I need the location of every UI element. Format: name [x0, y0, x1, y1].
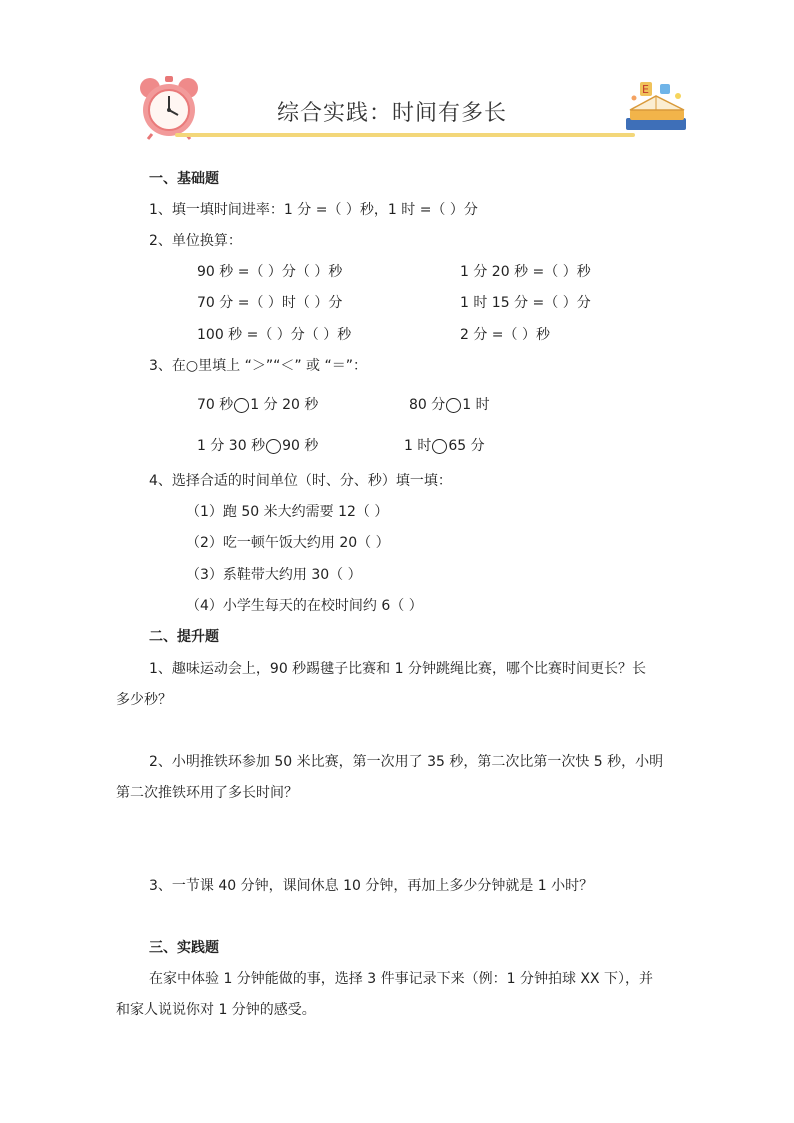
- answer-circle[interactable]: [446, 398, 461, 413]
- s2-q2-line2: 第二次推铁环用了多长时间？: [116, 785, 298, 801]
- answer-circle[interactable]: [266, 439, 281, 454]
- q2-label: 2、单位换算：: [149, 233, 242, 249]
- section2-heading: 二、提升题: [149, 629, 219, 645]
- q3-item-a: 1 分 30 秒: [197, 438, 266, 454]
- svg-text:E: E: [642, 83, 649, 96]
- q3-item-a: 70 秒: [197, 397, 234, 413]
- q3-item: [409, 396, 490, 414]
- q3-item-b: 1 分 20 秒: [250, 397, 319, 413]
- section3-heading: 三、实践题: [149, 940, 219, 956]
- q4-item-4: （4）小学生每天的在校时间约 6（ ）: [186, 598, 423, 614]
- q2-row3-right: 2 分 =（ ）秒: [460, 327, 550, 343]
- q2-row1-left: 90 秒 =（ ）分（ ）秒: [197, 264, 343, 280]
- q2-row2-left: 70 分 =（ ）时（ ）分: [197, 295, 343, 311]
- q3-item-a: 80 分: [409, 397, 446, 413]
- q3-item-b: 65 分: [448, 438, 485, 454]
- answer-circle[interactable]: [432, 439, 447, 454]
- q3-item: [197, 396, 318, 414]
- q3-item-b: 1 时: [462, 397, 490, 413]
- s2-q3: 3、一节课 40 分钟，课间休息 10 分钟，再加上多少分钟就是 1 小时？: [149, 878, 594, 894]
- s2-q1-line1: 1、趣味运动会上，90 秒踢毽子比赛和 1 分钟跳绳比赛，哪个比赛时间更长？长: [149, 661, 646, 677]
- q3-item: [404, 437, 485, 455]
- q2-row3-left: 100 秒 =（ ）分（ ）秒: [197, 327, 352, 343]
- s2-q1-line2: 多少秒？: [116, 692, 172, 708]
- page-title: 综合实践：时间有多长: [277, 101, 508, 126]
- q1-text: 1、填一填时间进率：1 分 =（ ）秒，1 时 =（ ）分: [149, 202, 478, 218]
- s3-line1: 在家中体验 1 分钟能做的事，选择 3 件事记录下来（例：1 分钟拍球 XX 下），并: [149, 971, 654, 987]
- alarm-clock-icon: [134, 74, 204, 140]
- q4-item-1: （1）跑 50 米大约需要 12（ ）: [186, 504, 389, 520]
- q2-row2-right: 1 时 15 分 =（ ）分: [460, 295, 591, 311]
- s3-line2: 和家人说说你对 1 分钟的感受。: [116, 1002, 316, 1018]
- section1-heading: 一、基础题: [149, 171, 219, 187]
- q2-row1-right: 1 分 20 秒 =（ ）秒: [460, 264, 591, 280]
- q3-item-b: 90 秒: [282, 438, 319, 454]
- q3-item: [197, 437, 318, 455]
- q3-label: 3、在○里填上 “＞”“＜” 或 “＝”：: [149, 358, 367, 374]
- s2-q2-line1: 2、小明推铁环参加 50 米比赛，第一次用了 35 秒，第二次比第一次快 5 秒，小明: [149, 754, 664, 770]
- books-icon: [620, 74, 692, 140]
- q4-item-3: （3）系鞋带大约用 30（ ）: [186, 567, 362, 583]
- answer-circle[interactable]: [234, 398, 249, 413]
- q3-item-a: 1 时: [404, 438, 432, 454]
- q4-label: 4、选择合适的时间单位（时、分、秒）填一填：: [149, 473, 452, 489]
- q4-item-2: （2）吃一顿午饭大约用 20（ ）: [186, 535, 390, 551]
- title-underline: [175, 133, 635, 137]
